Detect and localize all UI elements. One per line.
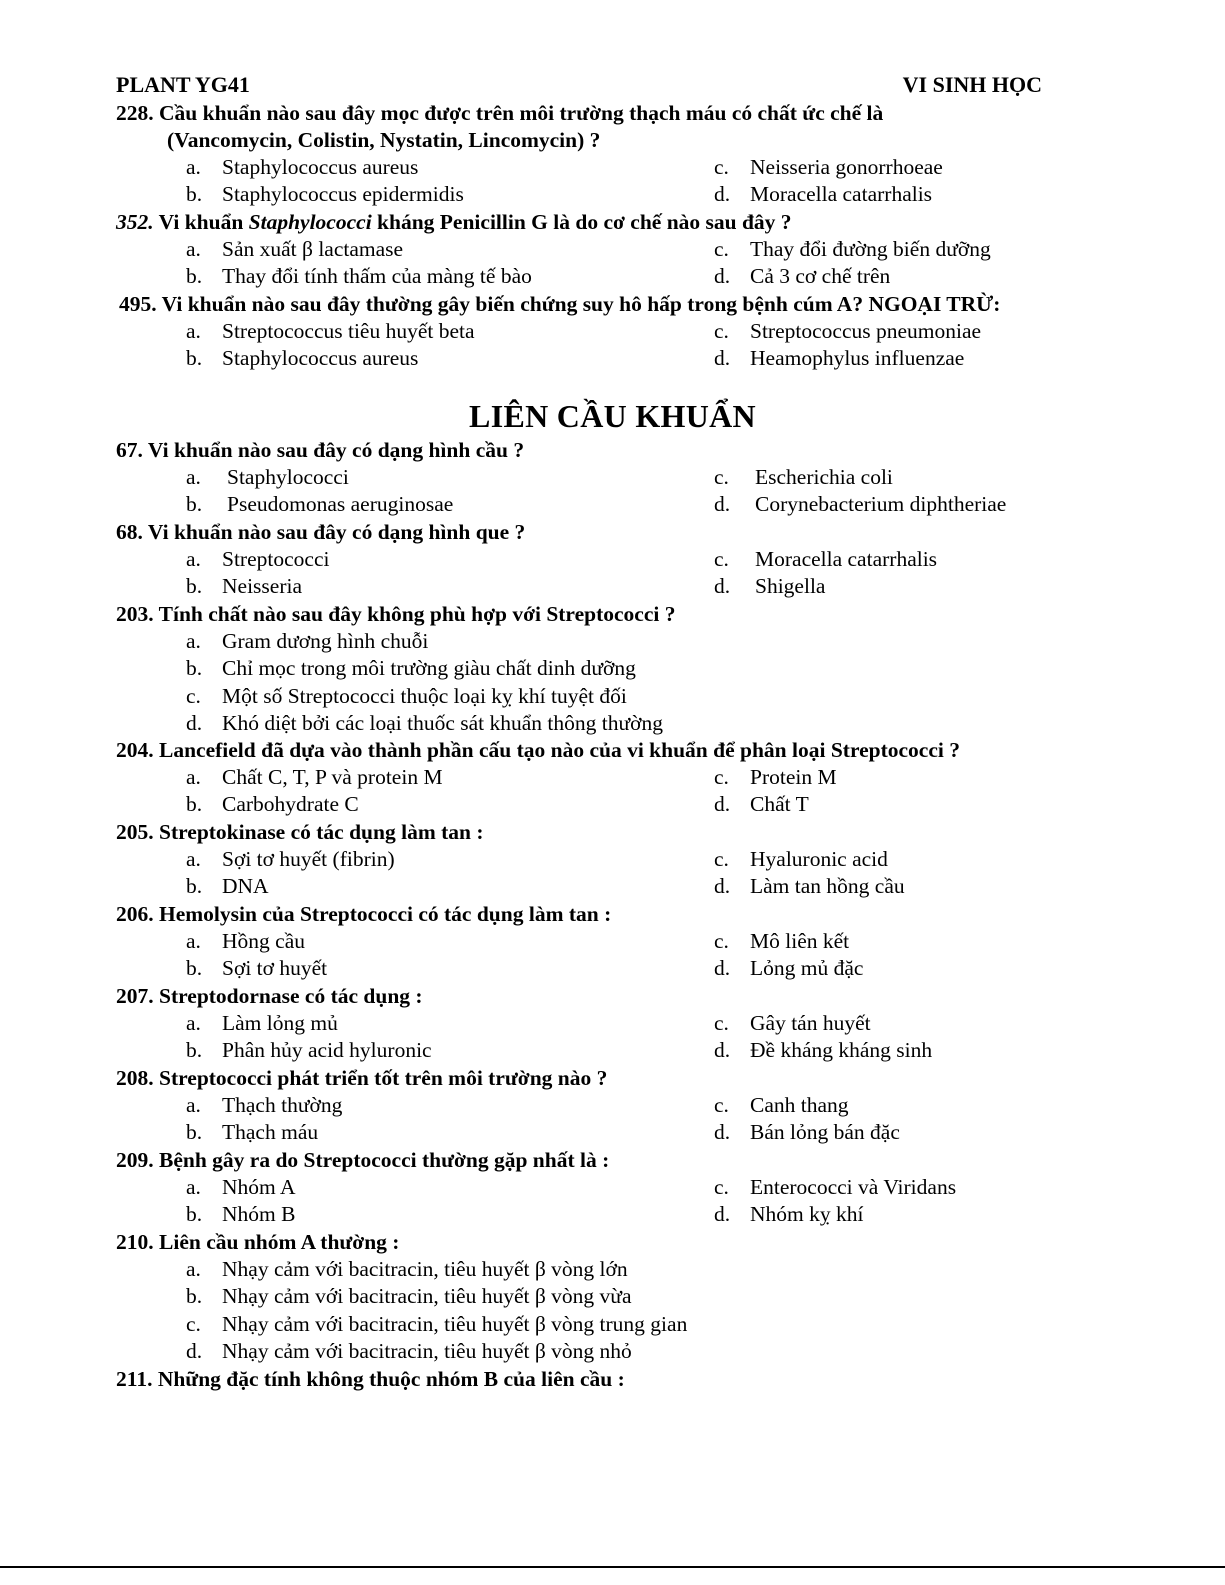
option-d: d. Moracella catarrhalis bbox=[714, 182, 933, 207]
option-row bbox=[116, 846, 1205, 873]
question-text: 209. Bệnh gây ra do Streptococci thường gặp nhất là : bbox=[116, 1148, 610, 1172]
option-a: a. Thạch thường bbox=[186, 1093, 343, 1117]
option-row bbox=[116, 791, 1205, 818]
question-text: 495. Vi khuẩn nào sau đây thường gây biến chứng suy hô hấp trong bệnh cúm A? NGOẠI TRỪ: bbox=[119, 292, 1001, 316]
question-206 bbox=[116, 901, 1205, 983]
option-row bbox=[116, 491, 1205, 518]
question-67 bbox=[116, 437, 1205, 519]
option-c: c. Một số Streptococci thuộc loại kỵ khí tuyệt đối bbox=[186, 683, 627, 708]
page-header bbox=[116, 72, 1042, 98]
question-205 bbox=[116, 819, 1205, 901]
option-row bbox=[116, 1174, 1205, 1201]
option-row bbox=[116, 236, 1205, 263]
question-text: 228. Cầu khuẩn nào sau đây mọc được trên môi trường thạch máu có chất ức chế là bbox=[116, 101, 884, 125]
option-d: d. Đề kháng kháng sinh bbox=[714, 1038, 933, 1063]
question-68 bbox=[116, 519, 1205, 601]
option-c: c. Protein M bbox=[714, 765, 837, 789]
option-a: a. Nhạy cảm với bacitracin, tiêu huyết β vòng lớn bbox=[186, 1257, 628, 1281]
option-a: a. Sợi tơ huyết (fibrin) bbox=[186, 847, 395, 871]
question-211 bbox=[116, 1366, 1205, 1393]
question-text: 208. Streptococci phát triển tốt trên môi trường nào ? bbox=[116, 1066, 608, 1090]
option-b: b. Staphylococcus aureus bbox=[186, 346, 419, 371]
option-d: d. Corynebacterium diphtheriae bbox=[714, 492, 1007, 517]
option-row bbox=[116, 873, 1205, 900]
option-d: d. Lỏng mủ đặc bbox=[714, 956, 864, 981]
option-d: d. Làm tan hồng cầu bbox=[714, 874, 905, 899]
option-a: a. Gram dương hình chuỗi bbox=[186, 629, 429, 653]
option-row bbox=[119, 318, 1205, 345]
section-title: LIÊN CẦU KHUẨN bbox=[469, 398, 756, 434]
option-c: c. Thay đổi đường biến dưỡng bbox=[714, 237, 991, 261]
option-c: c. Escherichia coli bbox=[714, 465, 893, 489]
question-208 bbox=[116, 1065, 1205, 1147]
option-b: b. DNA bbox=[186, 874, 269, 899]
option-row bbox=[116, 1201, 1205, 1228]
option-c: c. Enterococci và Viridans bbox=[714, 1175, 957, 1199]
question-text: 352. Vi khuẩn Staphylococci kháng Penicillin G là do cơ chế nào sau đây ? bbox=[116, 210, 792, 234]
page-bottom-rule bbox=[0, 1566, 1225, 1568]
option-d: d. Cả 3 cơ chế trên bbox=[714, 264, 891, 289]
header-left: PLANT YG41 bbox=[116, 72, 250, 97]
option-row bbox=[116, 464, 1205, 491]
question-207 bbox=[116, 983, 1205, 1065]
option-a: a. Streptococci bbox=[186, 547, 330, 571]
option-c: c. Streptococcus pneumoniae bbox=[714, 319, 982, 343]
option-b: b. Neisseria bbox=[186, 574, 302, 599]
option-row bbox=[116, 154, 1205, 181]
question-text: 207. Streptodornase có tác dụng : bbox=[116, 984, 423, 1008]
question-text: 205. Streptokinase có tác dụng làm tan : bbox=[116, 820, 484, 844]
option-c: c. Hyaluronic acid bbox=[714, 847, 888, 871]
option-d: d. Khó diệt bởi các loại thuốc sát khuẩn thông thường bbox=[186, 711, 664, 736]
option-b: b. Sợi tơ huyết bbox=[186, 956, 328, 981]
question-text: 203. Tính chất nào sau đây không phù hợp với Streptococci ? bbox=[116, 602, 676, 626]
option-b: b. Nhạy cảm với bacitracin, tiêu huyết β vòng vừa bbox=[186, 1284, 632, 1309]
question-352 bbox=[116, 209, 1205, 291]
question-text: 206. Hemolysin của Streptococci có tác dụng làm tan : bbox=[116, 902, 612, 926]
option-b: b. Phân hủy acid hyluronic bbox=[186, 1038, 432, 1063]
question-text: 210. Liên cầu nhóm A thường : bbox=[116, 1230, 400, 1254]
option-d: d. Nhạy cảm với bacitracin, tiêu huyết β vòng nhỏ bbox=[186, 1339, 632, 1364]
option-a: a. Staphylococci bbox=[186, 465, 349, 489]
question-text: 67. Vi khuẩn nào sau đây có dạng hình cầu ? bbox=[116, 438, 525, 462]
question-text-continued: (Vancomycin, Colistin, Nystatin, Lincomycin) ? bbox=[167, 128, 601, 152]
option-a: a. Làm lỏng mủ bbox=[186, 1011, 338, 1035]
option-row bbox=[116, 263, 1205, 290]
option-d: d. Bán lỏng bán đặc bbox=[714, 1120, 900, 1145]
option-a: a. Nhóm A bbox=[186, 1175, 296, 1199]
option-row bbox=[116, 573, 1205, 600]
option-b: b. Chỉ mọc trong môi trường giàu chất dinh dưỡng bbox=[186, 656, 636, 681]
option-row bbox=[116, 1092, 1205, 1119]
option-c: c. Gây tán huyết bbox=[714, 1011, 871, 1035]
question-text: 211. Những đặc tính không thuộc nhóm B của liên cầu : bbox=[116, 1367, 625, 1391]
option-row bbox=[116, 764, 1205, 791]
option-a: a. Hồng cầu bbox=[186, 929, 305, 953]
option-row bbox=[116, 546, 1205, 573]
option-b: b. Staphylococcus epidermidis bbox=[186, 182, 464, 207]
option-b: b. Thay đổi tính thấm của màng tế bào bbox=[186, 264, 532, 289]
option-c: c. Nhạy cảm với bacitracin, tiêu huyết β vòng trung gian bbox=[186, 1311, 688, 1336]
question-text: 204. Lancefield đã dựa vào thành phần cấu tạo nào của vi khuẩn để phân loại Streptococci ? bbox=[116, 738, 960, 762]
option-b: b. Carbohydrate C bbox=[186, 792, 359, 817]
option-row bbox=[116, 181, 1205, 208]
option-d: d. Nhóm kỵ khí bbox=[714, 1202, 864, 1227]
question-203 bbox=[116, 601, 1205, 738]
option-b: b. Pseudomonas aeruginosae bbox=[186, 492, 454, 517]
option-a: a. Streptococcus tiêu huyết beta bbox=[186, 319, 475, 343]
header-right: VI SINH HỌC bbox=[902, 72, 1042, 97]
option-c: c. Mô liên kết bbox=[714, 929, 850, 953]
option-row bbox=[116, 1037, 1205, 1064]
option-row bbox=[116, 928, 1205, 955]
option-a: a. Staphylococcus aureus bbox=[186, 155, 419, 179]
option-c: c. Canh thang bbox=[714, 1093, 849, 1117]
option-d: d. Heamophylus influenzae bbox=[714, 346, 965, 371]
option-c: c. Moracella catarrhalis bbox=[714, 547, 938, 571]
question-495 bbox=[119, 291, 1205, 373]
option-row bbox=[116, 1010, 1205, 1037]
question-204 bbox=[116, 737, 1205, 819]
option-c: c. Neisseria gonorrhoeae bbox=[714, 155, 943, 179]
option-row bbox=[116, 1119, 1205, 1146]
question-210 bbox=[116, 1229, 1205, 1366]
option-b: b. Nhóm B bbox=[186, 1202, 296, 1227]
option-d: d. Shigella bbox=[714, 574, 826, 599]
option-row bbox=[116, 955, 1205, 982]
question-228 bbox=[116, 100, 1205, 209]
question-209 bbox=[116, 1147, 1205, 1229]
option-a: a. Sản xuất β lactamase bbox=[186, 237, 404, 261]
option-d: d. Chất T bbox=[714, 792, 809, 817]
option-row bbox=[119, 345, 1205, 372]
option-b: b. Thạch máu bbox=[186, 1120, 319, 1145]
question-text: 68. Vi khuẩn nào sau đây có dạng hình que ? bbox=[116, 520, 526, 544]
option-a: a. Chất C, T, P và protein M bbox=[186, 765, 443, 789]
